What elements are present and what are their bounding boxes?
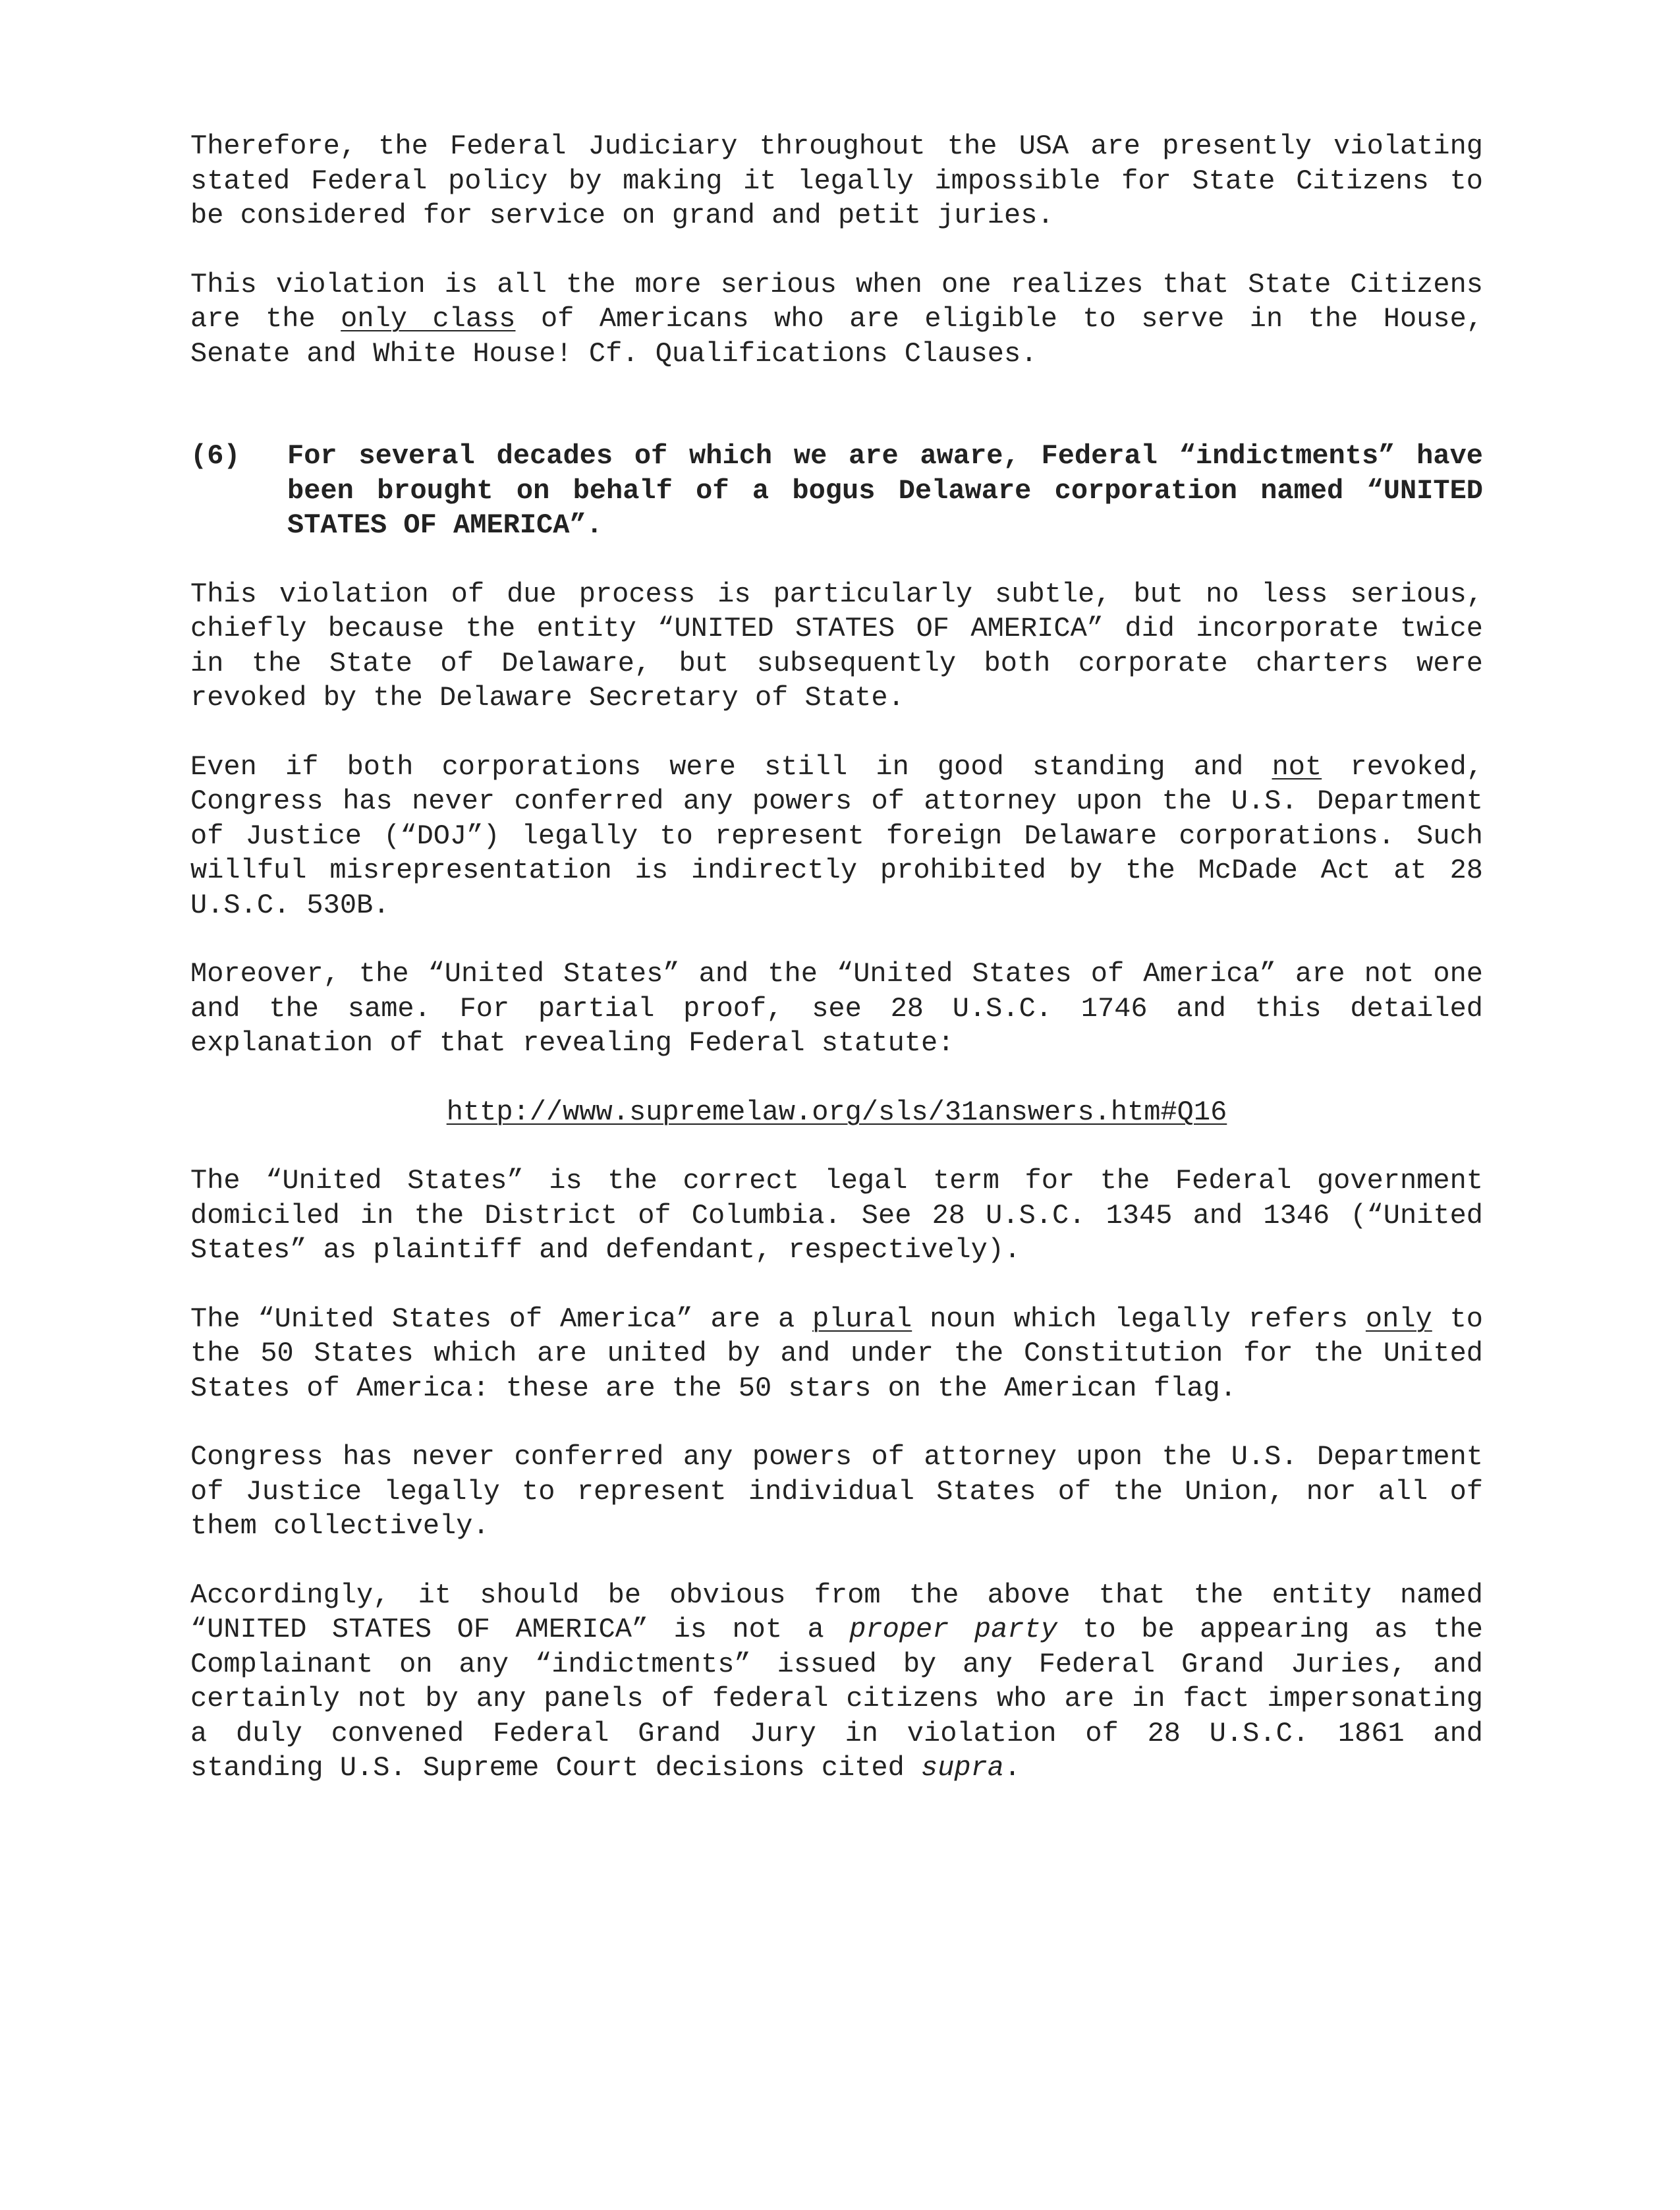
paragraph-text: This violation of due process is particularly subtle, but no less serious, chiefly because the entity “UNITED STATES OF AMERICA” did incorporate twice in the State of Delaware, but subsequently both corporate charters were revoked by the Delaware Secretary of State. [190, 578, 1483, 714]
paragraph-text: of Americans who are eligible to serve in the House, Senate and White House! Cf. Qualifications Clauses. [190, 303, 1483, 370]
paragraph-violation-serious [190, 268, 1483, 372]
paragraph-text: Accordingly, it should be obvious from the above that the entity named “UNITED STATES OF AMERICA” is not a [190, 1579, 1483, 1645]
paragraph-text: Moreover, the “United States” and the “United States of America” are not one and the same. For partial proof, see 28 U.S.C. 1746 and this detailed explanation of that revealing Federal statute: [190, 958, 1483, 1059]
paragraph-accordingly [190, 1578, 1483, 1786]
paragraph-congress-never [190, 1440, 1483, 1544]
underlined-only: only [1365, 1303, 1432, 1335]
section-heading-6 [190, 439, 1483, 543]
paragraph-text: revoked, Congress has never conferred any powers of attorney upon the U.S. Department of Justice (“DOJ”) legally to represent foreign Delaware corporations. Such willful misrepresentation is indirectly prohibited by the McDade Act at 28 U.S.C. 530B. [190, 751, 1483, 921]
paragraph-united-states-term [190, 1164, 1483, 1268]
paragraph-federal-judiciary [190, 129, 1483, 233]
paragraph-text: . [1004, 1752, 1021, 1784]
paragraph-corporations [190, 750, 1483, 923]
italic-proper-party: proper party [849, 1614, 1057, 1645]
paragraph-due-process [190, 577, 1483, 716]
underlined-plural: plural [812, 1303, 912, 1335]
underlined-only-class: only class [341, 303, 516, 335]
paragraph-text: The “United States” is the correct legal term for the Federal government domiciled in the District of Columbia. See 28 U.S.C. 1345 and 1346 (“United States” as plaintiff and defendant, respectively). [190, 1165, 1483, 1266]
italic-supra: supra [920, 1752, 1005, 1784]
paragraph-text: Therefore, the Federal Judiciary throughout the USA are presently violating stated Federal policy by making it legally impossible for State Citizens to be considered for service on grand and petit juries. [190, 130, 1483, 231]
paragraph-text: The “United States of America” are a [190, 1303, 812, 1335]
paragraph-text: Even if both corporations were still in good standing and [190, 751, 1272, 783]
paragraph-text: to be appearing as the Complainant on any “indictments” issued by any Federal Grand Juries, and certainly not by any panels of federal citizens who are in fact impersonating a duly convened Federal Grand Jury in violation of 28 U.S.C. 1861 and standing U.S. Supreme Court decisions cited [190, 1614, 1483, 1784]
paragraph-plural-noun [190, 1302, 1483, 1406]
paragraph-text: Congress has never conferred any powers of attorney upon the U.S. Department of Justice legally to represent individual States of the Union, nor all of them collectively. [190, 1441, 1483, 1542]
reference-url-line [190, 1095, 1483, 1130]
paragraph-text: to the 50 States which are united by and under the Constitution for the United States of America: these are the 50 stars on the American flag. [190, 1303, 1483, 1404]
paragraph-moreover [190, 957, 1483, 1061]
section-heading-text: For several decades of which we are aware, Federal “indictments” have been brought on behalf of a bogus Delaware corporation named “UNITED STATES OF AMERICA”. [287, 440, 1483, 541]
section-number: (6) [190, 440, 240, 472]
underlined-not: not [1272, 751, 1322, 783]
paragraph-text: noun which legally refers [912, 1303, 1366, 1335]
paragraph-text: This violation is all the more serious when one realizes that State Citizens are the [190, 268, 1483, 335]
reference-url-link[interactable]: http://www.supremelaw.org/sls/31answers.htm#Q16 [446, 1096, 1227, 1128]
document-body [190, 129, 1483, 1820]
